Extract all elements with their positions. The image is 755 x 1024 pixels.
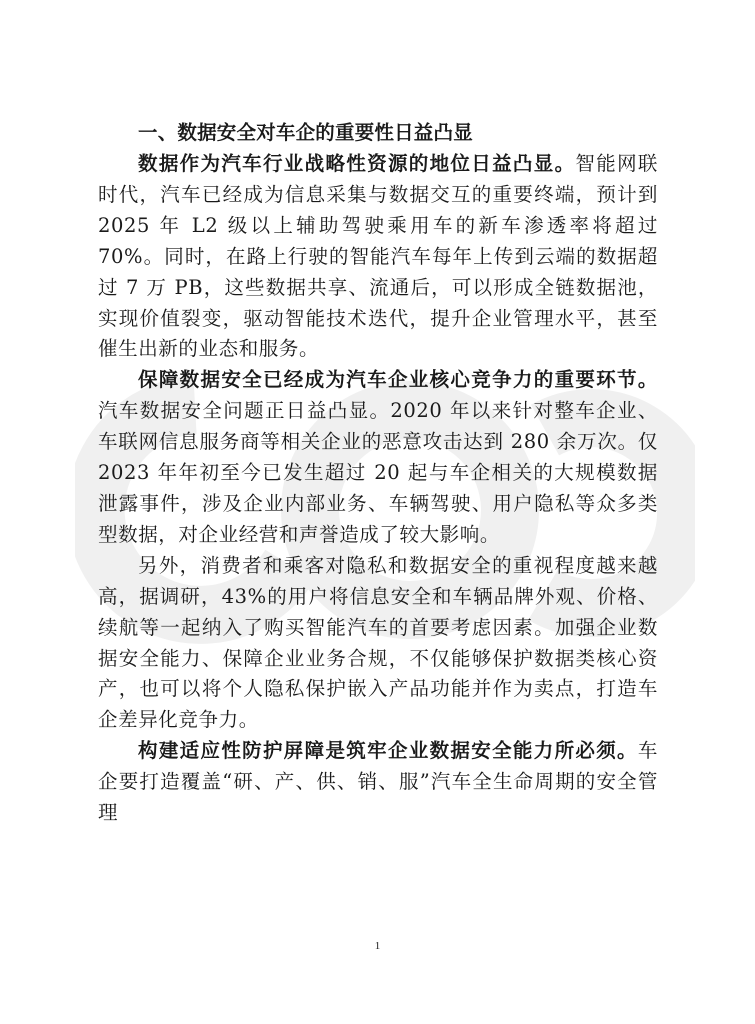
- paragraph-2: [98, 365, 658, 550]
- paragraph-3-body: 另外，消费者和乘客对隐私和数据安全的重视程度越来越高，据调研，43%的用户将信息安全和车辆品牌外观、价格、续航等一起纳入了购买智能汽车的首要考虑因素。加强企业数据安全能力、保障企业业务合规，不仅能够保护数据类核心资产，也可以将个人隐私保护嵌入产品功能并作为卖点，打造车企差异化竞争力。: [98, 553, 658, 732]
- section-heading: 一、数据安全对车企的重要性日益凸显: [138, 121, 473, 144]
- paragraph-4: [98, 736, 658, 829]
- document-body: [98, 118, 658, 829]
- paragraph-1-lead: 数据作为汽车行业战略性资源的地位日益凸显。: [138, 152, 576, 175]
- page-number: 1: [374, 940, 381, 952]
- paragraph-2-body: 汽车数据安全问题正日益凸显。2020 年以来针对整车企业、车联网信息服务商等相关企业的恶意攻击达到 280 余万次。仅 2023 年年初至今已发生超过 20 起与车企相关的大规模数据泄露事件，涉及企业内部业务、车辆驾驶、用户隐私等众多类型数据，对企业经营和声誉造成了较大影响。: [98, 399, 658, 546]
- paragraph-1-body: 智能网联时代，汽车已经成为信息采集与数据交互的重要终端，预计到 2025 年 L2 级以上辅助驾驶乘用车的新车渗透率将超过 70%。同时，在路上行驶的智能汽车每年上传到云端的数据超过 7 万 PB，这些数据共享、流通后，可以形成全链数据池，实现价值裂变，驱动智能技术迭代，提升企业管理水平，甚至催生出新的业态和服务。: [98, 152, 658, 361]
- paragraph-1: [98, 149, 658, 365]
- paragraph-3: [98, 551, 658, 736]
- paragraph-4-body: 车企要打造覆盖“研、产、供、销、服”汽车全生命周期的安全管理: [98, 739, 658, 825]
- paragraph-2-lead: 保障数据安全已经成为汽车企业核心竞争力的重要环节。: [138, 368, 658, 392]
- paragraph-4-lead: 构建适应性防护屏障是筑牢企业数据安全能力所必须。: [138, 739, 638, 763]
